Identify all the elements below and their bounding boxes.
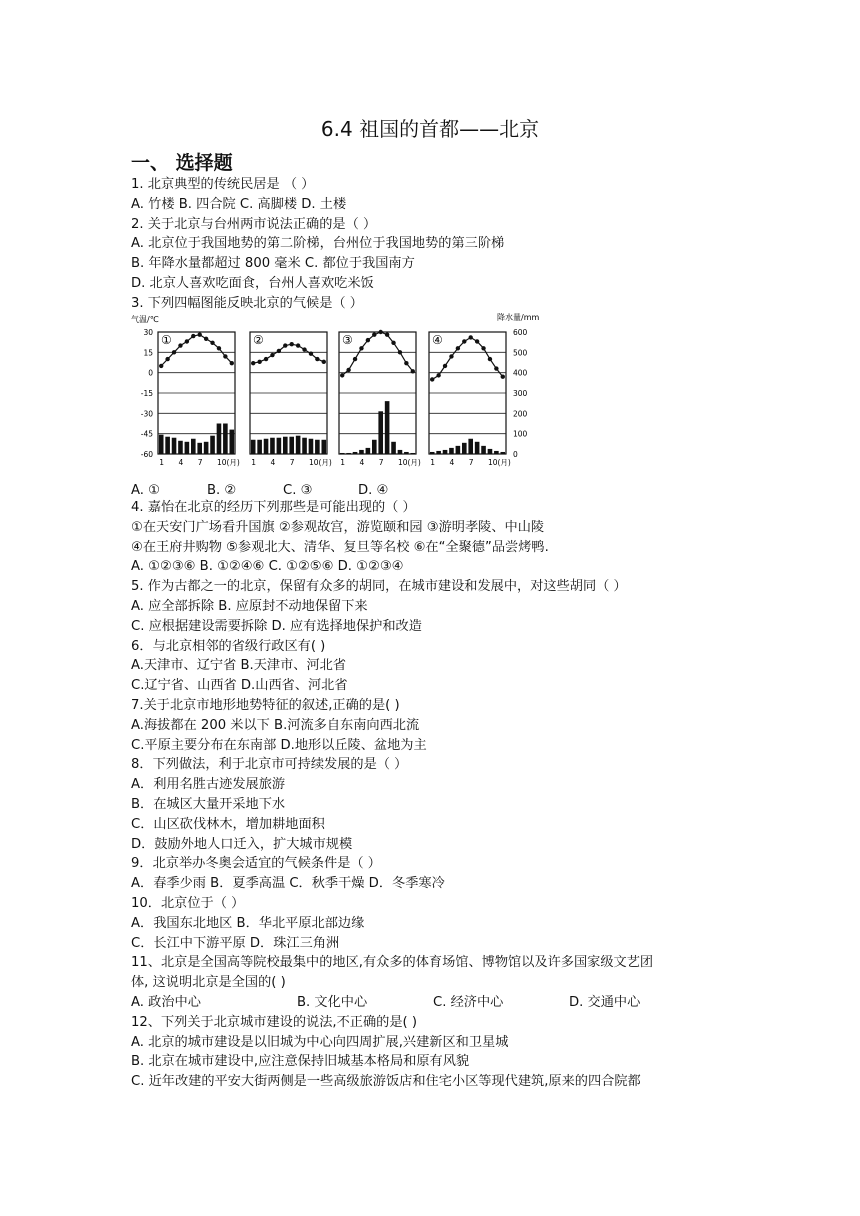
q11-option-a: A. 政治中心 [131,994,201,1010]
q3-option-a: A. ① [131,483,160,498]
questions-block-1 [131,175,761,314]
q6-stem: 6．与北京相邻的省级行政区有( ) [131,638,326,654]
q4-stem: 4. 嘉怡在北京的经历下列那些是可能出现的（ ） [131,500,416,515]
q11-stem-line2: 体, 这说明北京是全国的( ) [131,975,286,991]
precipitation-bar [494,451,499,454]
temperature-tick-label: -30 [140,409,153,419]
precipitation-bar [500,452,505,454]
panel-label: ④ [432,333,443,347]
q5-stem: 5. 作为古都之一的北京，保留有众多的胡同，在城市建设和发展中，对这些胡同（ ） [131,579,627,595]
q12-option-b: B. 北京在城市建设中,应注意保持旧城基本格局和原有风貌 [131,1054,470,1070]
temperature-point [198,333,202,337]
temperature-point [398,350,402,354]
month-tick-label: 1 [159,458,164,467]
precipitation-bar [315,440,320,454]
month-tick-label: 10(月) [397,458,421,467]
month-tick-label: 10(月) [308,458,332,467]
precipitation-bar [449,448,454,454]
precipitation-tick-label: 500 [513,348,528,358]
temperature-point [385,333,389,337]
q11-option-b: B. 文化中心 [297,994,368,1010]
temperature-point [449,354,453,358]
temperature-line [432,337,503,379]
precipitation-bar [172,438,177,454]
temperature-tick-label: -60 [140,450,153,459]
temperature-point [379,330,383,334]
temperature-point [204,337,208,341]
temperature-point [494,366,498,370]
month-tick-label: 7 [378,458,384,467]
temperature-point [372,333,376,337]
temperature-point [185,339,189,343]
q12-stem: 12、下列关于北京城市建设的说法,不正确的是( ) [131,1014,418,1030]
q7-options-ab: A.海拔都在 200 米以下 B.河流多自东南向西北流 [131,717,420,733]
month-tick-label: 1 [340,458,345,467]
temperature-tick-label: 0 [148,368,153,378]
precipitation-bar [210,436,215,454]
precipitation-bar [191,439,196,454]
q11-option-d: D. 交通中心 [569,994,641,1010]
month-tick-label: 1 [430,458,435,467]
temperature-point [277,349,281,353]
temperature-point [257,360,261,364]
month-tick-label: 4 [178,458,184,467]
precipitation-tick-label: 300 [513,389,528,398]
temperature-ticks [141,328,153,459]
temperature-point [411,369,415,373]
temperature-tick-label: -45 [140,429,153,439]
precipitation-bar [223,424,228,455]
temperature-point [430,377,434,381]
temperature-point [159,364,163,368]
month-tick-label: 4 [449,458,455,467]
precipitation-bar [366,448,371,454]
temperature-point [391,341,395,345]
temperature-point [230,361,234,365]
q1-options: A. 竹楼 B. 四合院 C. 高脚楼 D. 土楼 [131,196,347,212]
precipitation-bar [264,439,269,454]
temperature-point [296,343,300,347]
month-tick-label: 1 [251,458,256,467]
precipitation-tick-label: 200 [513,409,528,419]
q2-stem: 2. 关于北京与台州两市说法正确的是（ ） [131,216,377,232]
q9-options: A．春季少雨 B．夏季高温 C．秋季干燥 D．冬季寒冷 [131,876,445,892]
temperature-point [172,350,176,354]
temperature-point [178,343,182,347]
month-tick-label: 10(月) [487,458,511,467]
precipitation-bar [385,401,390,454]
q4-choices-line2: ④在王府井购物 ⑤参观北大、清华、复旦等名校 ⑥在“全聚德”品尝烤鸭. [131,539,549,555]
temperature-point [481,346,485,350]
q4-choices-line1: ①在天安门广场看升国旗 ②参观故宫，游览颐和园 ③游明孝陵、中山陵 [131,519,545,535]
precipitation-bar [185,442,190,454]
q5-options-cd: C. 应根据建设需要拆除 D. 应有选择地保护和改造 [131,618,422,634]
precipitation-bar [391,442,396,454]
q10-options-ab: A．我国东北地区 B．华北平原北部边缘 [131,915,365,931]
precipitation-bar [283,437,288,454]
climate-chart-panel-2 [250,332,332,467]
precipitation-bar [475,442,480,454]
precipitation-bar [340,453,345,454]
temperature-point [469,335,473,339]
temperature-tick-label: -15 [140,389,153,398]
temperature-point [264,357,268,361]
temperature-line [161,335,232,366]
q8-stem: 8．下列做法，利于北京市可持续发展的是（ ） [131,757,408,773]
q8-option-c: C．山区砍伐林木，增加耕地面积 [131,816,325,832]
precipitation-bar [296,436,301,454]
precipitation-bar [346,453,351,454]
q2-option-d: D. 北京人喜欢吃面食，台州人喜欢吃米饭 [131,275,374,291]
q3-option-c: C. ③ [283,483,313,498]
precipitation-bar [353,452,358,454]
precipitation-bar [404,452,409,454]
temperature-point [404,361,408,365]
precipitation-bar [430,452,435,454]
temperature-point [359,346,363,350]
temperature-point [443,364,447,368]
section-heading: 一、 选择题 [131,152,233,174]
month-tick-label: 7 [468,458,474,467]
precipitation-bar [197,443,202,454]
precipitation-bar [302,438,307,454]
temperature-point [309,351,313,355]
chart-panels [158,330,511,467]
temperature-line [253,344,324,363]
q2-option-a: A. 北京位于我国地势的第二阶梯，台州位于我国地势的第三阶梯 [131,236,505,252]
q11-option-c: C. 经济中心 [433,994,504,1010]
q8-option-d: D．鼓励外地人口迁入，扩大城市规模 [131,836,353,852]
temperature-point [488,357,492,361]
q10-options-cd: C．长江中下游平原 D．珠江三角洲 [131,935,340,951]
temperature-point [223,354,227,358]
q11-stem-line1: 11、北京是全国高等院校最集中的地区,有众多的体育场馆、博物馆以及许多国家级文艺团 [131,955,654,971]
q6-options-cd: C.辽宁省、山西省 D.山西省、河北省 [131,678,348,694]
q1-stem: 1. 北京典型的传统民居是 （ ） [131,177,315,192]
page-title: 6.4 祖国的首都——北京 [320,117,540,141]
precipitation-bar [456,446,461,454]
q3-option-d: D. ④ [358,483,389,498]
precipitation-bar [277,438,282,454]
q2-options-bc: B. 年降水量都超过 800 毫米 C. 都位于我国南方 [131,256,415,272]
precipitation-tick-label: 600 [513,328,528,337]
q12-option-a: A. 北京的城市建设是以旧城为中心向四周扩展,兴建新区和卫星城 [131,1034,509,1050]
q8-option-b: B．在城区大量开采地下水 [131,796,286,812]
climate-chart-panel-4 [429,332,511,467]
q10-stem: 10．北京位于（ ） [131,895,245,911]
precipitation-bar [165,437,170,454]
temperature-point [475,339,479,343]
q6-options-ab: A.天津市、辽宁省 B.天津市、河北省 [131,658,347,674]
temperature-point [165,357,169,361]
temperature-point [302,347,306,351]
temperature-line [342,332,413,375]
q3-option-b: B. ② [207,483,237,498]
q7-stem: 7.关于北京市地形地势特征的叙述,正确的是( ) [131,697,400,713]
panel-label: ① [161,333,172,347]
precipitation-bar [178,441,183,454]
temperature-point [346,368,350,372]
climate-charts-figure [131,312,561,477]
temperature-axis-label: 气温/℃ [131,315,159,324]
temperature-point [366,338,370,342]
precipitation-tick-label: 400 [513,368,528,378]
temperature-point [290,342,294,346]
climate-chart-panel-1 [158,332,240,467]
q4-options: A. ①②③⑥ B. ①②④⑥ C. ①②⑤⑥ D. ①②③④ [131,559,404,575]
month-tick-label: 4 [270,458,276,467]
precipitation-bar [488,449,493,454]
temperature-point [283,343,287,347]
month-tick-label: 4 [359,458,365,467]
temperature-point [436,373,440,377]
precipitation-bar [378,411,383,454]
precipitation-tick-label: 0 [513,450,518,459]
month-tick-label: 7 [289,458,295,467]
month-tick-label: 7 [197,458,203,467]
precipitation-bar [321,440,326,454]
temperature-point [251,361,255,365]
precipitation-bar [257,440,262,454]
precipitation-bar [251,440,256,454]
q5-options-ab: A. 应全部拆除 B. 应原封不动地保留下来 [131,598,368,614]
precipitation-bar [468,439,473,454]
temperature-point [315,357,319,361]
precipitation-bar [372,440,377,454]
precipitation-bar [398,450,403,454]
temperature-tick-label: 15 [143,348,153,358]
precipitation-bar [359,450,364,454]
temperature-point [462,339,466,343]
questions-block-2 [131,498,761,1092]
panel-label: ③ [342,333,353,347]
month-tick-label: 10(月) [216,458,240,467]
temperature-point [501,375,505,379]
precipitation-bar [481,446,486,454]
climate-charts [131,312,561,477]
q12-option-c: C. 近年改建的平安大街两侧是一些高级旅游饭店和住宅小区等现代建筑,原来的四合院都 [131,1074,641,1090]
q8-option-a: A．利用名胜古迹发展旅游 [131,777,286,793]
precipitation-bar [159,435,164,454]
precipitation-ticks [513,328,528,459]
precipitation-bar [217,424,222,455]
precipitation-bar [462,443,467,454]
q9-stem: 9．北京举办冬奥会适宜的气候条件是（ ） [131,856,381,872]
precipitation-bar [309,439,314,454]
temperature-point [210,341,214,345]
temperature-tick-label: 30 [143,328,153,337]
temperature-point [217,346,221,350]
temperature-point [353,357,357,361]
q11-options [131,993,761,1013]
temperature-point [340,373,344,377]
q3-stem: 3. 下列四幅图能反映北京的气候是（ ） [131,295,363,311]
precipitation-bar [289,437,294,454]
temperature-point [191,334,195,338]
precipitation-bar [204,442,209,454]
q7-options-cd: C.平原主要分布在东南部 D.地形以丘陵、盆地为主 [131,737,427,753]
precipitation-axis-label: 降水量/mm [497,313,540,322]
precipitation-bar [270,438,275,454]
temperature-point [270,353,274,357]
climate-chart-panel-3 [339,330,421,467]
precipitation-bar [436,451,441,454]
precipitation-tick-label: 100 [513,429,528,439]
temperature-point [322,360,326,364]
precipitation-bar [410,453,415,454]
temperature-point [456,346,460,350]
precipitation-bar [229,430,234,454]
panel-label: ② [253,333,264,347]
precipitation-bar [443,450,448,454]
